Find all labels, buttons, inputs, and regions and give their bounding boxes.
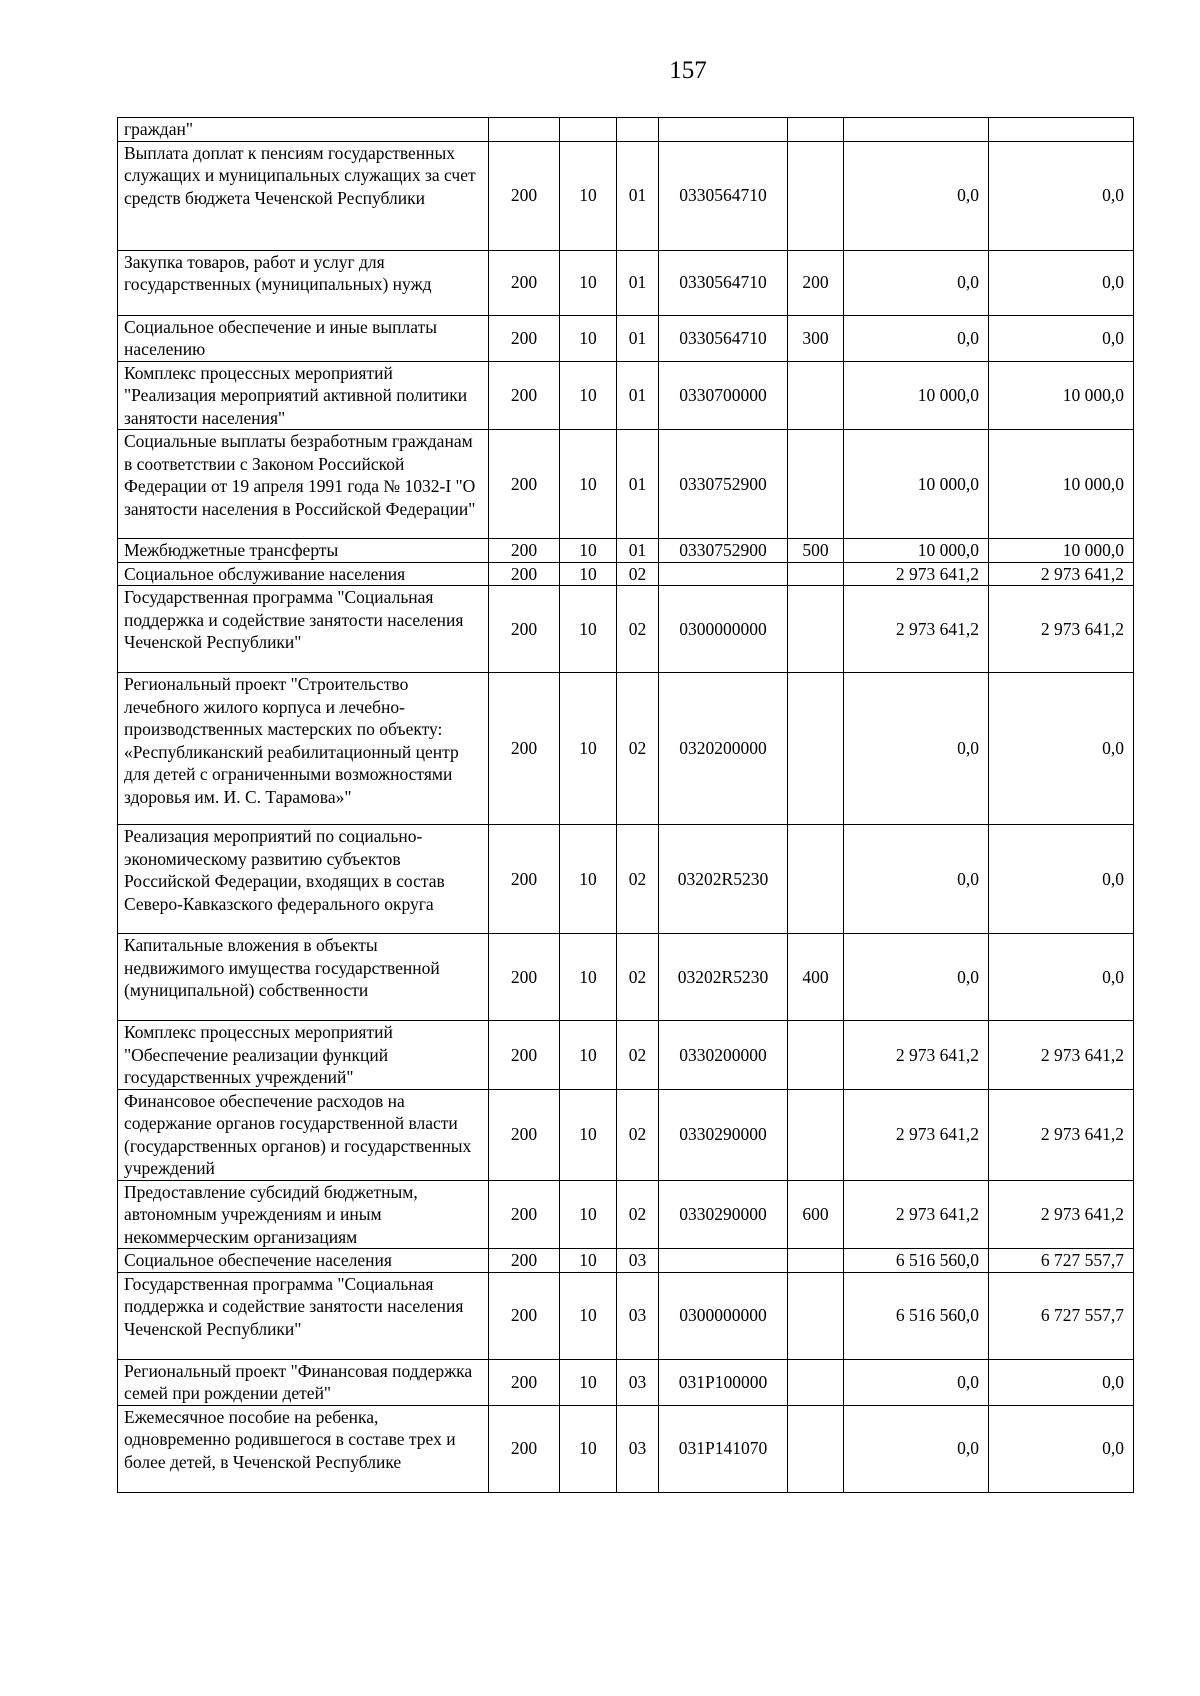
amount-year2-cell: 6 727 557,7 <box>989 1249 1134 1273</box>
subsection-code-cell: 01 <box>617 430 659 539</box>
amount-year2-cell: 2 973 641,2 <box>989 562 1134 586</box>
section-code-cell: 10 <box>560 934 617 1021</box>
amount-year1-cell: 2 973 641,2 <box>844 562 989 586</box>
grbs-code-cell: 200 <box>489 250 560 315</box>
table-row <box>118 315 1134 361</box>
amount-year1-cell: 6 516 560,0 <box>844 1272 989 1359</box>
table-row <box>118 934 1134 1021</box>
amount-year2-cell: 0,0 <box>989 673 1134 825</box>
section-code-cell: 10 <box>560 1249 617 1273</box>
amount-year2-cell <box>989 118 1134 142</box>
amount-year2-cell: 0,0 <box>989 250 1134 315</box>
target-article-code-cell: 031P141070 <box>659 1405 788 1492</box>
subsection-code-cell: 02 <box>617 825 659 934</box>
target-article-code-cell <box>659 562 788 586</box>
subsection-code-cell: 01 <box>617 141 659 250</box>
table-row <box>118 1272 1134 1359</box>
row-name-cell: Предоставление субсидий бюджетным, автономным учреждениям и иным некоммерческим организациям <box>118 1180 489 1249</box>
table-body <box>118 118 1134 1493</box>
table-row <box>118 250 1134 315</box>
subsection-code-cell: 01 <box>617 361 659 430</box>
amount-year1-cell: 2 973 641,2 <box>844 586 989 673</box>
row-name-cell: Социальное обслуживание населения <box>118 562 489 586</box>
amount-year1-cell: 0,0 <box>844 673 989 825</box>
target-article-code-cell: 031P100000 <box>659 1359 788 1405</box>
amount-year1-cell: 2 973 641,2 <box>844 1021 989 1090</box>
table-row <box>118 1359 1134 1405</box>
row-name-cell: Социальное обеспечение населения <box>118 1249 489 1273</box>
subsection-code-cell: 02 <box>617 934 659 1021</box>
row-name-cell: Финансовое обеспечение расходов на содержание органов государственной власти (государственных органов) и государственных учреждений <box>118 1089 489 1180</box>
target-article-code-cell <box>659 1249 788 1273</box>
grbs-code-cell: 200 <box>489 562 560 586</box>
section-code-cell: 10 <box>560 1021 617 1090</box>
amount-year2-cell: 2 973 641,2 <box>989 1089 1134 1180</box>
expense-type-code-cell <box>788 825 844 934</box>
section-code-cell: 10 <box>560 1405 617 1492</box>
subsection-code-cell: 01 <box>617 539 659 563</box>
expense-type-code-cell <box>788 1359 844 1405</box>
row-name-cell: Комплекс процессных мероприятий "Реализация мероприятий активной политики занятости населения" <box>118 361 489 430</box>
page-number: 157 <box>669 57 707 84</box>
subsection-code-cell: 02 <box>617 562 659 586</box>
subsection-code-cell: 02 <box>617 586 659 673</box>
target-article-code-cell: 0300000000 <box>659 586 788 673</box>
amount-year2-cell: 0,0 <box>989 825 1134 934</box>
target-article-code-cell: 0330700000 <box>659 361 788 430</box>
table-row <box>118 141 1134 250</box>
target-article-code-cell: 0330752900 <box>659 430 788 539</box>
expense-type-code-cell: 400 <box>788 934 844 1021</box>
amount-year1-cell <box>844 118 989 142</box>
section-code-cell: 10 <box>560 1359 617 1405</box>
table-row <box>118 539 1134 563</box>
grbs-code-cell: 200 <box>489 1021 560 1090</box>
row-name-cell: Закупка товаров, работ и услуг для государственных (муниципальных) нужд <box>118 250 489 315</box>
section-code-cell: 10 <box>560 141 617 250</box>
subsection-code-cell: 02 <box>617 1021 659 1090</box>
subsection-code-cell: 02 <box>617 1180 659 1249</box>
section-code-cell: 10 <box>560 673 617 825</box>
target-article-code-cell: 0330752900 <box>659 539 788 563</box>
expense-type-code-cell <box>788 430 844 539</box>
subsection-code-cell: 01 <box>617 250 659 315</box>
row-name-cell: Капитальные вложения в объекты недвижимого имущества государственной (муниципальной) собственности <box>118 934 489 1021</box>
grbs-code-cell: 200 <box>489 141 560 250</box>
grbs-code-cell: 200 <box>489 673 560 825</box>
expense-type-code-cell <box>788 1089 844 1180</box>
grbs-code-cell: 200 <box>489 1089 560 1180</box>
target-article-code-cell: 0320200000 <box>659 673 788 825</box>
grbs-code-cell: 200 <box>489 1405 560 1492</box>
table-row <box>118 430 1134 539</box>
expense-type-code-cell: 200 <box>788 250 844 315</box>
table-row <box>118 673 1134 825</box>
table-row <box>118 118 1134 142</box>
row-name-cell: Государственная программа "Социальная поддержка и содействие занятости населения Чеченской Республики" <box>118 1272 489 1359</box>
row-name-cell: Региональный проект "Финансовая поддержка семей при рождении детей" <box>118 1359 489 1405</box>
amount-year2-cell: 2 973 641,2 <box>989 1180 1134 1249</box>
section-code-cell <box>560 118 617 142</box>
subsection-code-cell: 03 <box>617 1405 659 1492</box>
section-code-cell: 10 <box>560 250 617 315</box>
target-article-code-cell: 0330290000 <box>659 1089 788 1180</box>
amount-year1-cell: 0,0 <box>844 934 989 1021</box>
target-article-code-cell: 0330564710 <box>659 250 788 315</box>
subsection-code-cell: 01 <box>617 315 659 361</box>
target-article-code-cell: 0300000000 <box>659 1272 788 1359</box>
expense-type-code-cell <box>788 118 844 142</box>
amount-year2-cell: 10 000,0 <box>989 361 1134 430</box>
target-article-code-cell: 03202R5230 <box>659 825 788 934</box>
amount-year1-cell: 10 000,0 <box>844 430 989 539</box>
target-article-code-cell: 0330564710 <box>659 141 788 250</box>
table-row <box>118 1021 1134 1090</box>
section-code-cell: 10 <box>560 1272 617 1359</box>
expense-type-code-cell <box>788 1272 844 1359</box>
amount-year2-cell: 2 973 641,2 <box>989 586 1134 673</box>
subsection-code-cell: 02 <box>617 673 659 825</box>
grbs-code-cell: 200 <box>489 1359 560 1405</box>
amount-year2-cell: 0,0 <box>989 934 1134 1021</box>
grbs-code-cell: 200 <box>489 315 560 361</box>
table-row <box>118 562 1134 586</box>
amount-year2-cell: 6 727 557,7 <box>989 1272 1134 1359</box>
expense-type-code-cell <box>788 1249 844 1273</box>
row-name-cell: Социальное обеспечение и иные выплаты населению <box>118 315 489 361</box>
expense-type-code-cell <box>788 1405 844 1492</box>
subsection-code-cell: 02 <box>617 1089 659 1180</box>
section-code-cell: 10 <box>560 315 617 361</box>
subsection-code-cell: 03 <box>617 1359 659 1405</box>
section-code-cell: 10 <box>560 1089 617 1180</box>
section-code-cell: 10 <box>560 1180 617 1249</box>
amount-year1-cell: 10 000,0 <box>844 361 989 430</box>
target-article-code-cell: 0330290000 <box>659 1180 788 1249</box>
amount-year2-cell: 10 000,0 <box>989 539 1134 563</box>
expense-type-code-cell: 300 <box>788 315 844 361</box>
table-row <box>118 361 1134 430</box>
grbs-code-cell: 200 <box>489 539 560 563</box>
amount-year1-cell: 10 000,0 <box>844 539 989 563</box>
amount-year2-cell: 2 973 641,2 <box>989 1021 1134 1090</box>
amount-year1-cell: 0,0 <box>844 315 989 361</box>
target-article-code-cell <box>659 118 788 142</box>
target-article-code-cell: 03202R5230 <box>659 934 788 1021</box>
expense-type-code-cell <box>788 141 844 250</box>
section-code-cell: 10 <box>560 562 617 586</box>
section-code-cell: 10 <box>560 825 617 934</box>
amount-year1-cell: 0,0 <box>844 1359 989 1405</box>
expense-type-code-cell <box>788 562 844 586</box>
grbs-code-cell: 200 <box>489 430 560 539</box>
expense-type-code-cell: 500 <box>788 539 844 563</box>
amount-year1-cell: 0,0 <box>844 1405 989 1492</box>
grbs-code-cell: 200 <box>489 1272 560 1359</box>
table-row <box>118 1180 1134 1249</box>
table-row <box>118 1405 1134 1492</box>
row-name-cell: Региональный проект "Строительство лечебного жилого корпуса и лечебно-производственных мастерских по объекту: «Республиканский реабилитационный центр для детей с ограниченными возможностями здоровья им. И. С. Тарамова»" <box>118 673 489 825</box>
grbs-code-cell: 200 <box>489 934 560 1021</box>
row-name-cell: Социальные выплаты безработным гражданам в соответствии с Законом Российской Федерации от 19 апреля 1991 года № 1032-I "О занятости населения в Российской Федерации" <box>118 430 489 539</box>
row-name-cell: Реализация мероприятий по социально-экономическому развитию субъектов Российской Федерации, входящих в состав Северо-Кавказского федерального округа <box>118 825 489 934</box>
budget-table <box>117 117 1134 1493</box>
amount-year2-cell: 0,0 <box>989 1405 1134 1492</box>
subsection-code-cell <box>617 118 659 142</box>
section-code-cell: 10 <box>560 539 617 563</box>
amount-year1-cell: 2 973 641,2 <box>844 1089 989 1180</box>
subsection-code-cell: 03 <box>617 1249 659 1273</box>
row-name-cell: Ежемесячное пособие на ребенка, одновременно родившегося в составе трех и более детей, в Чеченской Республике <box>118 1405 489 1492</box>
table-row <box>118 1249 1134 1273</box>
amount-year2-cell: 0,0 <box>989 1359 1134 1405</box>
grbs-code-cell <box>489 118 560 142</box>
expense-type-code-cell <box>788 673 844 825</box>
row-name-cell: граждан" <box>118 118 489 142</box>
amount-year2-cell: 10 000,0 <box>989 430 1134 539</box>
table-row <box>118 1089 1134 1180</box>
section-code-cell: 10 <box>560 586 617 673</box>
expense-type-code-cell <box>788 361 844 430</box>
subsection-code-cell: 03 <box>617 1272 659 1359</box>
amount-year2-cell: 0,0 <box>989 141 1134 250</box>
amount-year1-cell: 0,0 <box>844 141 989 250</box>
row-name-cell: Государственная программа "Социальная поддержка и содействие занятости населения Чеченской Республики" <box>118 586 489 673</box>
expense-type-code-cell <box>788 1021 844 1090</box>
grbs-code-cell: 200 <box>489 825 560 934</box>
expense-type-code-cell: 600 <box>788 1180 844 1249</box>
grbs-code-cell: 200 <box>489 361 560 430</box>
row-name-cell: Выплата доплат к пенсиям государственных служащих и муниципальных служащих за счет средств бюджета Чеченской Республики <box>118 141 489 250</box>
target-article-code-cell: 0330200000 <box>659 1021 788 1090</box>
row-name-cell: Комплекс процессных мероприятий "Обеспечение реализации функций государственных учреждений" <box>118 1021 489 1090</box>
target-article-code-cell: 0330564710 <box>659 315 788 361</box>
amount-year1-cell: 6 516 560,0 <box>844 1249 989 1273</box>
section-code-cell: 10 <box>560 430 617 539</box>
table-row <box>118 825 1134 934</box>
grbs-code-cell: 200 <box>489 586 560 673</box>
amount-year1-cell: 2 973 641,2 <box>844 1180 989 1249</box>
row-name-cell: Межбюджетные трансферты <box>118 539 489 563</box>
grbs-code-cell: 200 <box>489 1180 560 1249</box>
amount-year1-cell: 0,0 <box>844 250 989 315</box>
amount-year1-cell: 0,0 <box>844 825 989 934</box>
section-code-cell: 10 <box>560 361 617 430</box>
amount-year2-cell: 0,0 <box>989 315 1134 361</box>
table-row <box>118 586 1134 673</box>
grbs-code-cell: 200 <box>489 1249 560 1273</box>
expense-type-code-cell <box>788 586 844 673</box>
